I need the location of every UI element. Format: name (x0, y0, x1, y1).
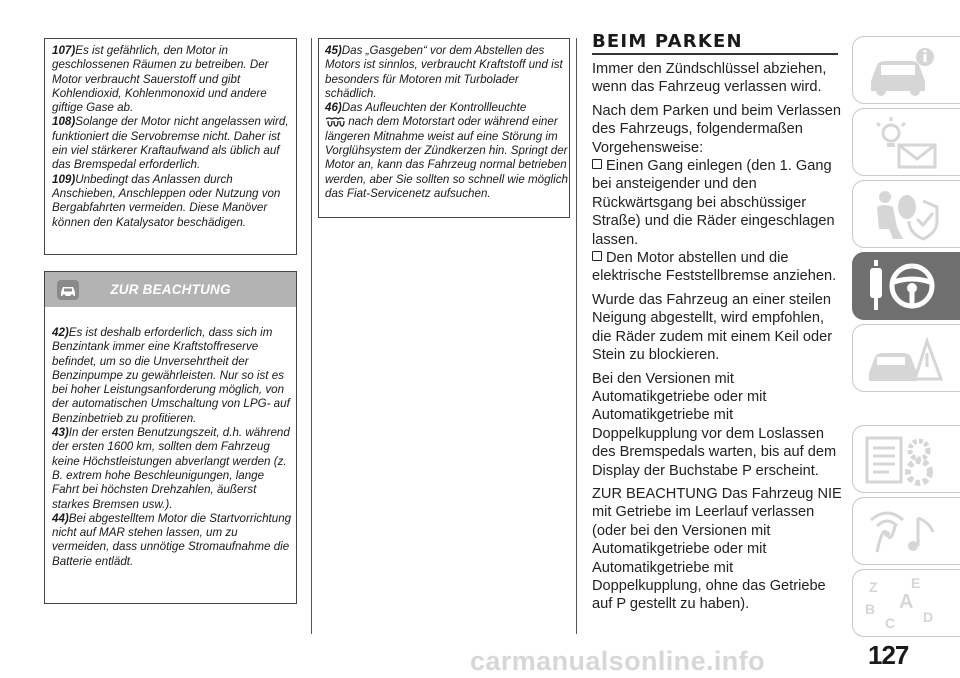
column-divider (576, 38, 577, 634)
index-letter: B (865, 601, 876, 617)
paragraph: Wurde das Fahrzeug an einer steilen Neigung abgestellt, wird empfohlen, die Räder zudem mit einem Keil oder Stein zu blockieren. (592, 291, 833, 364)
tab-car-info[interactable] (852, 36, 960, 104)
section-title: BEIM PARKEN (592, 31, 838, 55)
tab-maintenance[interactable] (852, 425, 960, 493)
index-letter: C (885, 615, 896, 631)
warning-box-2 (318, 38, 570, 218)
alphabetical-index-icon (863, 576, 943, 632)
tab-starting-driving[interactable] (852, 252, 960, 320)
column-divider (311, 38, 312, 634)
paragraph: Nach dem Parken und beim Verlassen des Fahrzeugs, folgendermaßen Vorgehensweise: (592, 102, 842, 156)
warning-lights-icon (863, 115, 943, 171)
parking-instructions (592, 60, 842, 619)
tab-warning-lights[interactable] (852, 108, 960, 176)
bullet-item: Den Motor abstellen und die elektrische Feststellbremse anziehen. (592, 250, 837, 285)
tab-safety[interactable] (852, 180, 960, 248)
warning-item: 46)Das Aufleuchten der Kontrollleuchte nach dem Motorstart oder während einer längeren Mitnahme weist auf eine Störung im Vorglühsystem der Zündkerzen hin. Springt der Motor an, kann das Fahrzeug normal betrieben werden, aber Sie sollten so schnell wie möglich das Fiat-Servicenetz aufsuchen. (325, 101, 568, 200)
warning-item: 108)Solange der Motor nicht angelassen wird, funktioniert die Servobremse nicht. Daher ist ein viel stärkerer Kraftaufwand als üblich auf das Bremspedal erforderlich. (52, 115, 289, 172)
paragraph: Immer den Zündschlüssel abziehen, wenn das Fahrzeug verlassen wird. (592, 61, 827, 96)
glow-plug-icon (325, 117, 345, 128)
note-box (44, 271, 297, 604)
maintenance-gears-icon (863, 432, 943, 488)
key-steering-wheel-icon (862, 258, 942, 314)
emergency-breakdown-icon (863, 331, 943, 387)
bullet-item: Einen Gang einlegen (den 1. Gang bei ansteigender und den Rückwärtsgang bei abschüssiger Straße) und die Räder eingeschlagen lassen. (592, 158, 835, 248)
paragraph: ZUR BEACHTUNG Das Fahrzeug NIE mit Getriebe im Leerlauf verlassen (oder bei den Versionen mit Automatikgetriebe oder mit Automatikgetriebe mit Doppelkupplung, ohne das Getriebe auf P gestellt zu haben). (592, 485, 842, 613)
airbag-safety-icon (863, 187, 943, 243)
warning-item: 107)Es ist gefährlich, den Motor in geschlossenen Räumen zu betreiben. Der Motor verbraucht Sauerstoff und gibt Kohlendioxid, Kohlenmonoxid und andere giftige Gase ab. (52, 44, 269, 115)
multimedia-icon (863, 504, 943, 560)
page-number: 127 (868, 640, 909, 670)
warning-item: 109)Unbedingt das Anlassen durch Anschieben, Anschleppen oder Nutzung von Bergabfahrten vermeiden. Diese Manöver können den Katalysator beschädigen. (52, 172, 281, 229)
warning-list (52, 44, 294, 230)
warning-list-2 (325, 44, 569, 201)
note-item: 42)Es ist deshalb erforderlich, dass sich im Benzintank immer eine Kraftstoffreserve befindet, um so die Unversehrtheit der Benzinpumpe zu gewährleisten. Nur so ist es bei hoher Leistungsanforderung möglich, von der automatischen Umschaltung von LPG- auf Benzinbetrieb zu profitieren. (52, 326, 290, 425)
car-info-icon (863, 43, 943, 99)
tab-multimedia[interactable] (852, 497, 960, 565)
watermark: carmanualsonline.info (470, 646, 765, 676)
note-header (45, 272, 296, 307)
checkbox-bullet-icon (592, 251, 602, 261)
index-letter: D (923, 609, 934, 625)
note-item: 44)Bei abgestelltem Motor die Startvorrichtung nicht auf MAR stehen lassen, um zu vermeiden, dass unnötige Stromaufnahme die Batterie entlädt. (52, 511, 292, 568)
note-item: 43)In der ersten Benutzungszeit, d.h. während der ersten 1600 km, sollten dem Fahrzeug keine Höchstleistungen abverlangt werden (z. B. extrem hohe Beschleunigungen, lange Fahrt bei höchsten Drehzahlen, äußerst starkes Bremsen usw.). (52, 426, 290, 511)
warning-item: 45)Das „Gasgeben“ vor dem Abstellen des Motors ist sinnlos, verbraucht Kraftstoff und ist besonders für Motoren mit Turbolader schädlich. (325, 44, 563, 100)
tab-index[interactable] (852, 569, 960, 637)
checkbox-bullet-icon (592, 159, 602, 169)
warning-box (44, 38, 297, 255)
paragraph: Bei den Versionen mit Automatikgetriebe oder mit Automatikgetriebe mit Doppelkupplung vor dem Loslassen des Bremspedals warten, bis auf dem Display der Buchstabe P erscheint. (592, 370, 837, 479)
note-list (52, 326, 294, 569)
index-letter: E (911, 576, 921, 591)
tab-emergency[interactable] (852, 324, 960, 392)
index-letter: A (899, 591, 914, 613)
note-title: ZUR BEACHTUNG (110, 282, 231, 297)
index-letter: Z (869, 579, 878, 595)
car-hand-icon (55, 277, 81, 303)
